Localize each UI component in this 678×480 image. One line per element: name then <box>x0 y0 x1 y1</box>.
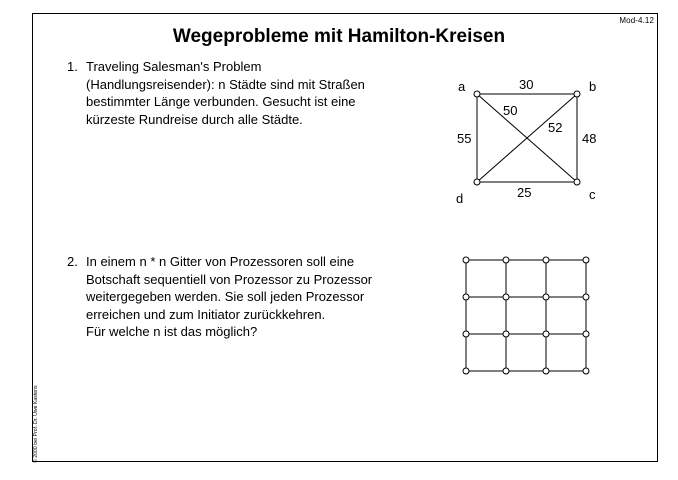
problem-2-line: erreichen und zum Initiator zurückkehren. <box>86 306 326 322</box>
grid-processor-node <box>583 294 589 300</box>
node-label-a: a <box>458 79 466 94</box>
slide-title: Wegeprobleme mit Hamilton-Kreisen <box>172 26 506 47</box>
problem-1-line: bestimmter Länge verbunden. Gesucht ist eine <box>86 94 356 110</box>
problem-2-line: Botschaft sequentiell von Prozessor zu Prozessor <box>86 271 373 287</box>
problem-2-line: weitergegeben werden. Sie soll jeden Prozessor <box>86 289 365 305</box>
copyright-notice: © 2000 bei Prof. Dr. Uwe Kastens <box>33 385 39 463</box>
problem-1-line: kürzeste Rundreise durch alle Städte. <box>86 111 303 127</box>
grid-processor-node <box>503 294 509 300</box>
problem-1-number: 1. <box>67 59 78 74</box>
problem-2-number: 2. <box>67 254 78 269</box>
grid-processor-node <box>463 331 469 337</box>
weight-a-c: 50 <box>503 103 518 118</box>
grid-processor-node <box>543 331 549 337</box>
grid-processor-node <box>543 368 549 374</box>
node-label-b: b <box>589 79 597 94</box>
grid-processor-node <box>503 257 509 263</box>
grid-processor-node <box>543 257 549 263</box>
node-label-d: d <box>456 191 464 206</box>
grid-processor-node <box>583 331 589 337</box>
weight-c-d: 25 <box>517 185 532 200</box>
problem-1-line: Traveling Salesman's Problem <box>86 59 262 74</box>
slide-id: Mod-4.12 <box>619 16 654 25</box>
grid-processor-node <box>463 368 469 374</box>
grid-processor-node <box>503 331 509 337</box>
grid-processor-node <box>463 257 469 263</box>
weight-d-a: 55 <box>457 131 472 146</box>
weight-b-c: 48 <box>582 131 597 146</box>
problem-1-line: (Handlungsreisender): n Städte sind mit Straßen <box>86 76 365 92</box>
grid-processor-node <box>583 257 589 263</box>
weight-b-d: 52 <box>548 120 563 135</box>
grid-processor-node <box>583 368 589 374</box>
grid-processor-node <box>503 368 509 374</box>
grid-processor-node <box>543 294 549 300</box>
problem-2-line: Für welche n ist das möglich? <box>86 324 258 340</box>
grid-processor-node <box>463 294 469 300</box>
weight-a-b: 30 <box>519 77 534 92</box>
problem-2-line: In einem n * n Gitter von Prozessoren soll eine <box>86 254 355 269</box>
node-label-c: c <box>589 187 596 202</box>
